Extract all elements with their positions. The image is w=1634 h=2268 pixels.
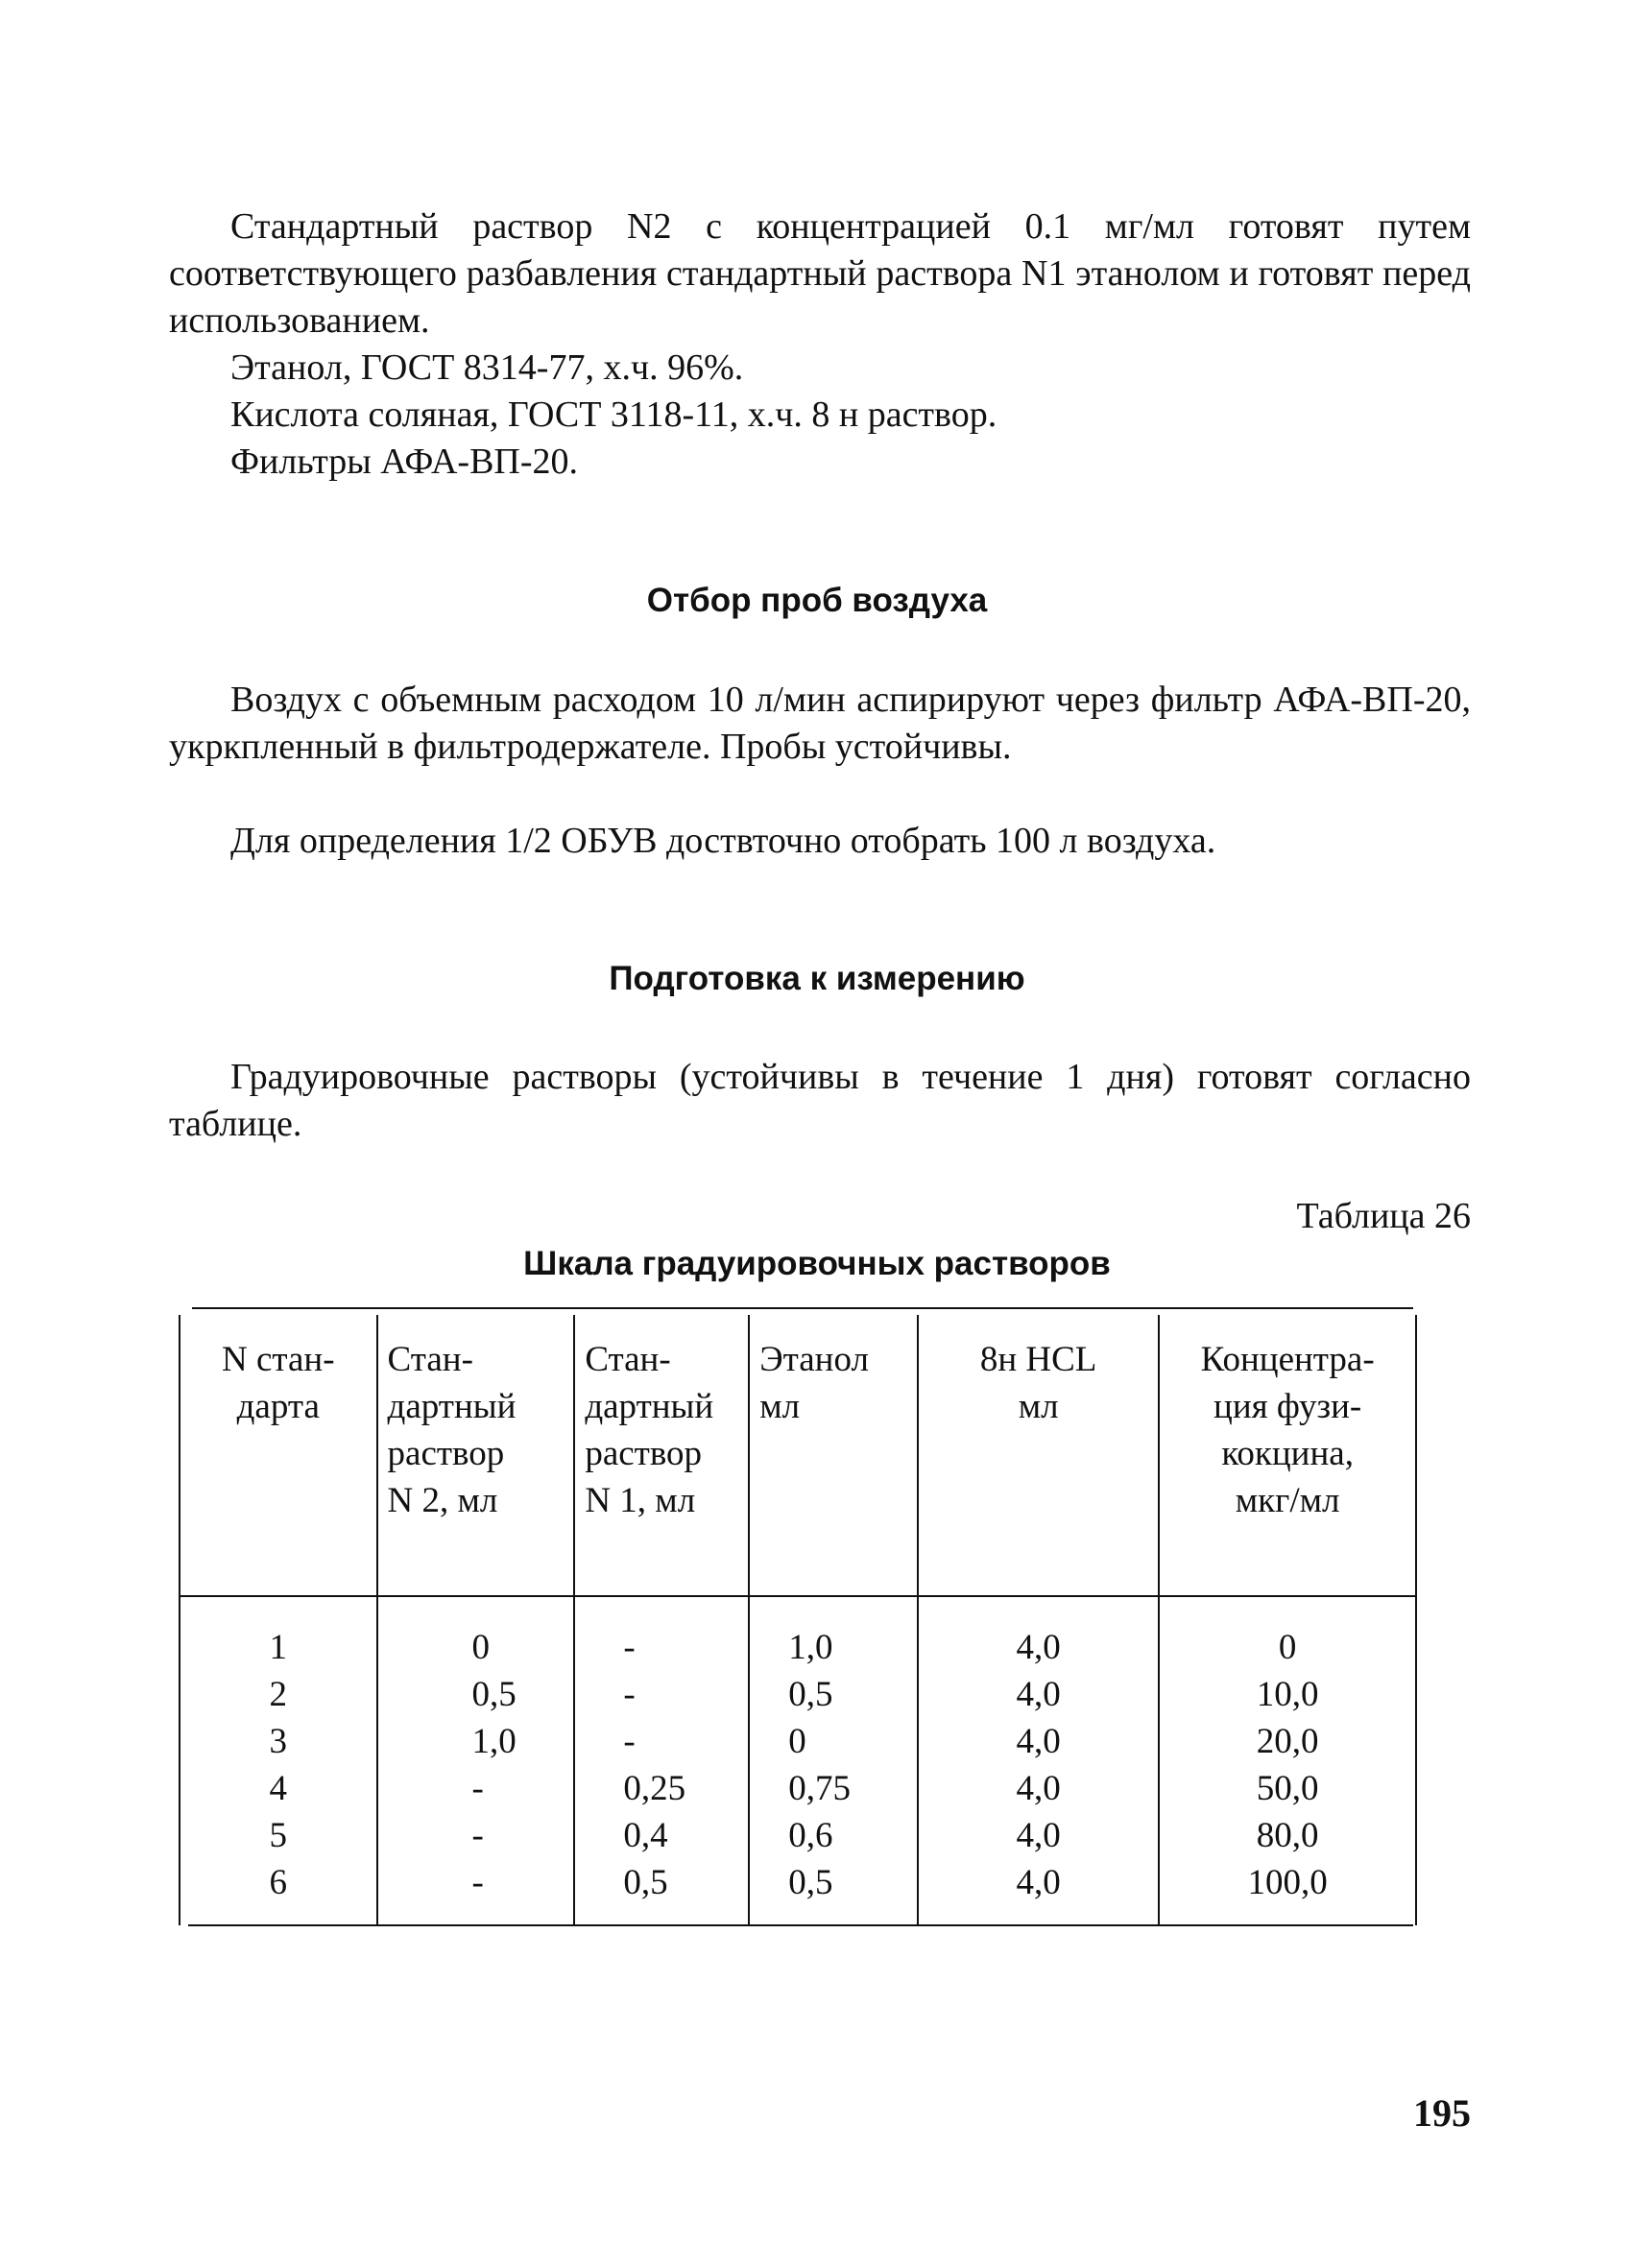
table-row	[180, 1718, 1416, 1765]
cell-standard-number: 2	[180, 1671, 377, 1718]
cell-solution-1: 0,4	[574, 1812, 749, 1859]
sampling-paragraph: Воздух с объемным расходом 10 л/мин аспирируют через фильтр АФА-ВП-20, укркпленный в фильтродержателе. Пробы устойчивы.	[169, 680, 1471, 767]
cell-solution-2: -	[377, 1812, 575, 1859]
table-row	[180, 1671, 1416, 1718]
cell-hcl: 4,0	[918, 1718, 1159, 1765]
cell-standard-number: 4	[180, 1765, 377, 1812]
table-header-row	[180, 1315, 1416, 1596]
cell-hcl: 4,0	[918, 1765, 1159, 1812]
cell-solution-2: 1,0	[377, 1718, 575, 1765]
preparation-paragraph: Градуировочные растворы (устойчивы в течение 1 дня) готовят согласно таблице.	[169, 1057, 1471, 1144]
cell-solution-1: -	[574, 1671, 749, 1718]
header-standard-solution-1: Стан- дартный раствор N 1, мл	[574, 1315, 749, 1596]
cell-hcl: 4,0	[918, 1859, 1159, 1925]
cell-concentration: 20,0	[1159, 1718, 1416, 1765]
intro-line-ethanol: Этанол, ГОСТ 8314-77, х.ч. 96%.	[230, 347, 744, 388]
calibration-table-wrapper	[179, 1315, 1417, 1925]
table-row	[180, 1765, 1416, 1812]
header-standard-number: N стан- дарта	[180, 1315, 377, 1596]
preparation-heading: Подготовка к измерению	[609, 960, 1025, 997]
cell-solution-2: 0,5	[377, 1671, 575, 1718]
cell-concentration: 10,0	[1159, 1671, 1416, 1718]
cell-concentration: 0	[1159, 1596, 1416, 1671]
intro-paragraph: Стандартный раствор N2 с концентрацией 0.1 мг/мл готовят путем соответствующего разбавления стандартный раствора N1 этанолом и готовят перед использованием.	[169, 206, 1471, 341]
cell-ethanol: 1,0	[749, 1596, 918, 1671]
cell-solution-2: -	[377, 1859, 575, 1925]
cell-standard-number: 3	[180, 1718, 377, 1765]
cell-concentration: 50,0	[1159, 1765, 1416, 1812]
cell-concentration: 100,0	[1159, 1859, 1416, 1925]
cell-ethanol: 0,5	[749, 1671, 918, 1718]
cell-standard-number: 5	[180, 1812, 377, 1859]
cell-standard-number: 6	[180, 1859, 377, 1925]
cell-ethanol: 0,5	[749, 1859, 918, 1925]
table-row	[180, 1859, 1416, 1925]
cell-solution-1: 0,5	[574, 1859, 749, 1925]
cell-hcl: 4,0	[918, 1671, 1159, 1718]
calibration-table	[179, 1315, 1417, 1925]
table-bottom-rule	[188, 1924, 1413, 1926]
cell-ethanol: 0,75	[749, 1765, 918, 1812]
cell-hcl: 4,0	[918, 1596, 1159, 1671]
cell-standard-number: 1	[180, 1596, 377, 1671]
table-row	[180, 1596, 1416, 1671]
table-label: Таблица 26	[1296, 1196, 1471, 1236]
cell-hcl: 4,0	[918, 1812, 1159, 1859]
table-title: Шкала градуировочных растворов	[523, 1245, 1111, 1282]
sampling-line: Для определения 1/2 ОБУВ доствточно отобрать 100 л воздуха.	[230, 821, 1216, 861]
cell-solution-2: -	[377, 1765, 575, 1812]
cell-solution-1: -	[574, 1596, 749, 1671]
cell-ethanol: 0	[749, 1718, 918, 1765]
header-standard-solution-2: Стан- дартный раствор N 2, мл	[377, 1315, 575, 1596]
cell-solution-1: 0,25	[574, 1765, 749, 1812]
header-ethanol: Этанол мл	[749, 1315, 918, 1596]
table-row	[180, 1812, 1416, 1859]
header-concentration: Концентра- ция фузи- кокцина, мкг/мл	[1159, 1315, 1416, 1596]
sampling-heading: Отбор проб воздуха	[646, 582, 988, 619]
cell-ethanol: 0,6	[749, 1812, 918, 1859]
intro-line-filters: Фильтры АФА-ВП-20.	[230, 442, 579, 482]
cell-solution-1: -	[574, 1718, 749, 1765]
cell-concentration: 80,0	[1159, 1812, 1416, 1859]
intro-line-acid: Кислота соляная, ГОСТ 3118-11, х.ч. 8 н раствор.	[230, 394, 997, 435]
page-number: 195	[1413, 2091, 1471, 2135]
table-top-rule	[192, 1307, 1413, 1309]
cell-solution-2: 0	[377, 1596, 575, 1671]
header-hcl: 8н HCL мл	[918, 1315, 1159, 1596]
